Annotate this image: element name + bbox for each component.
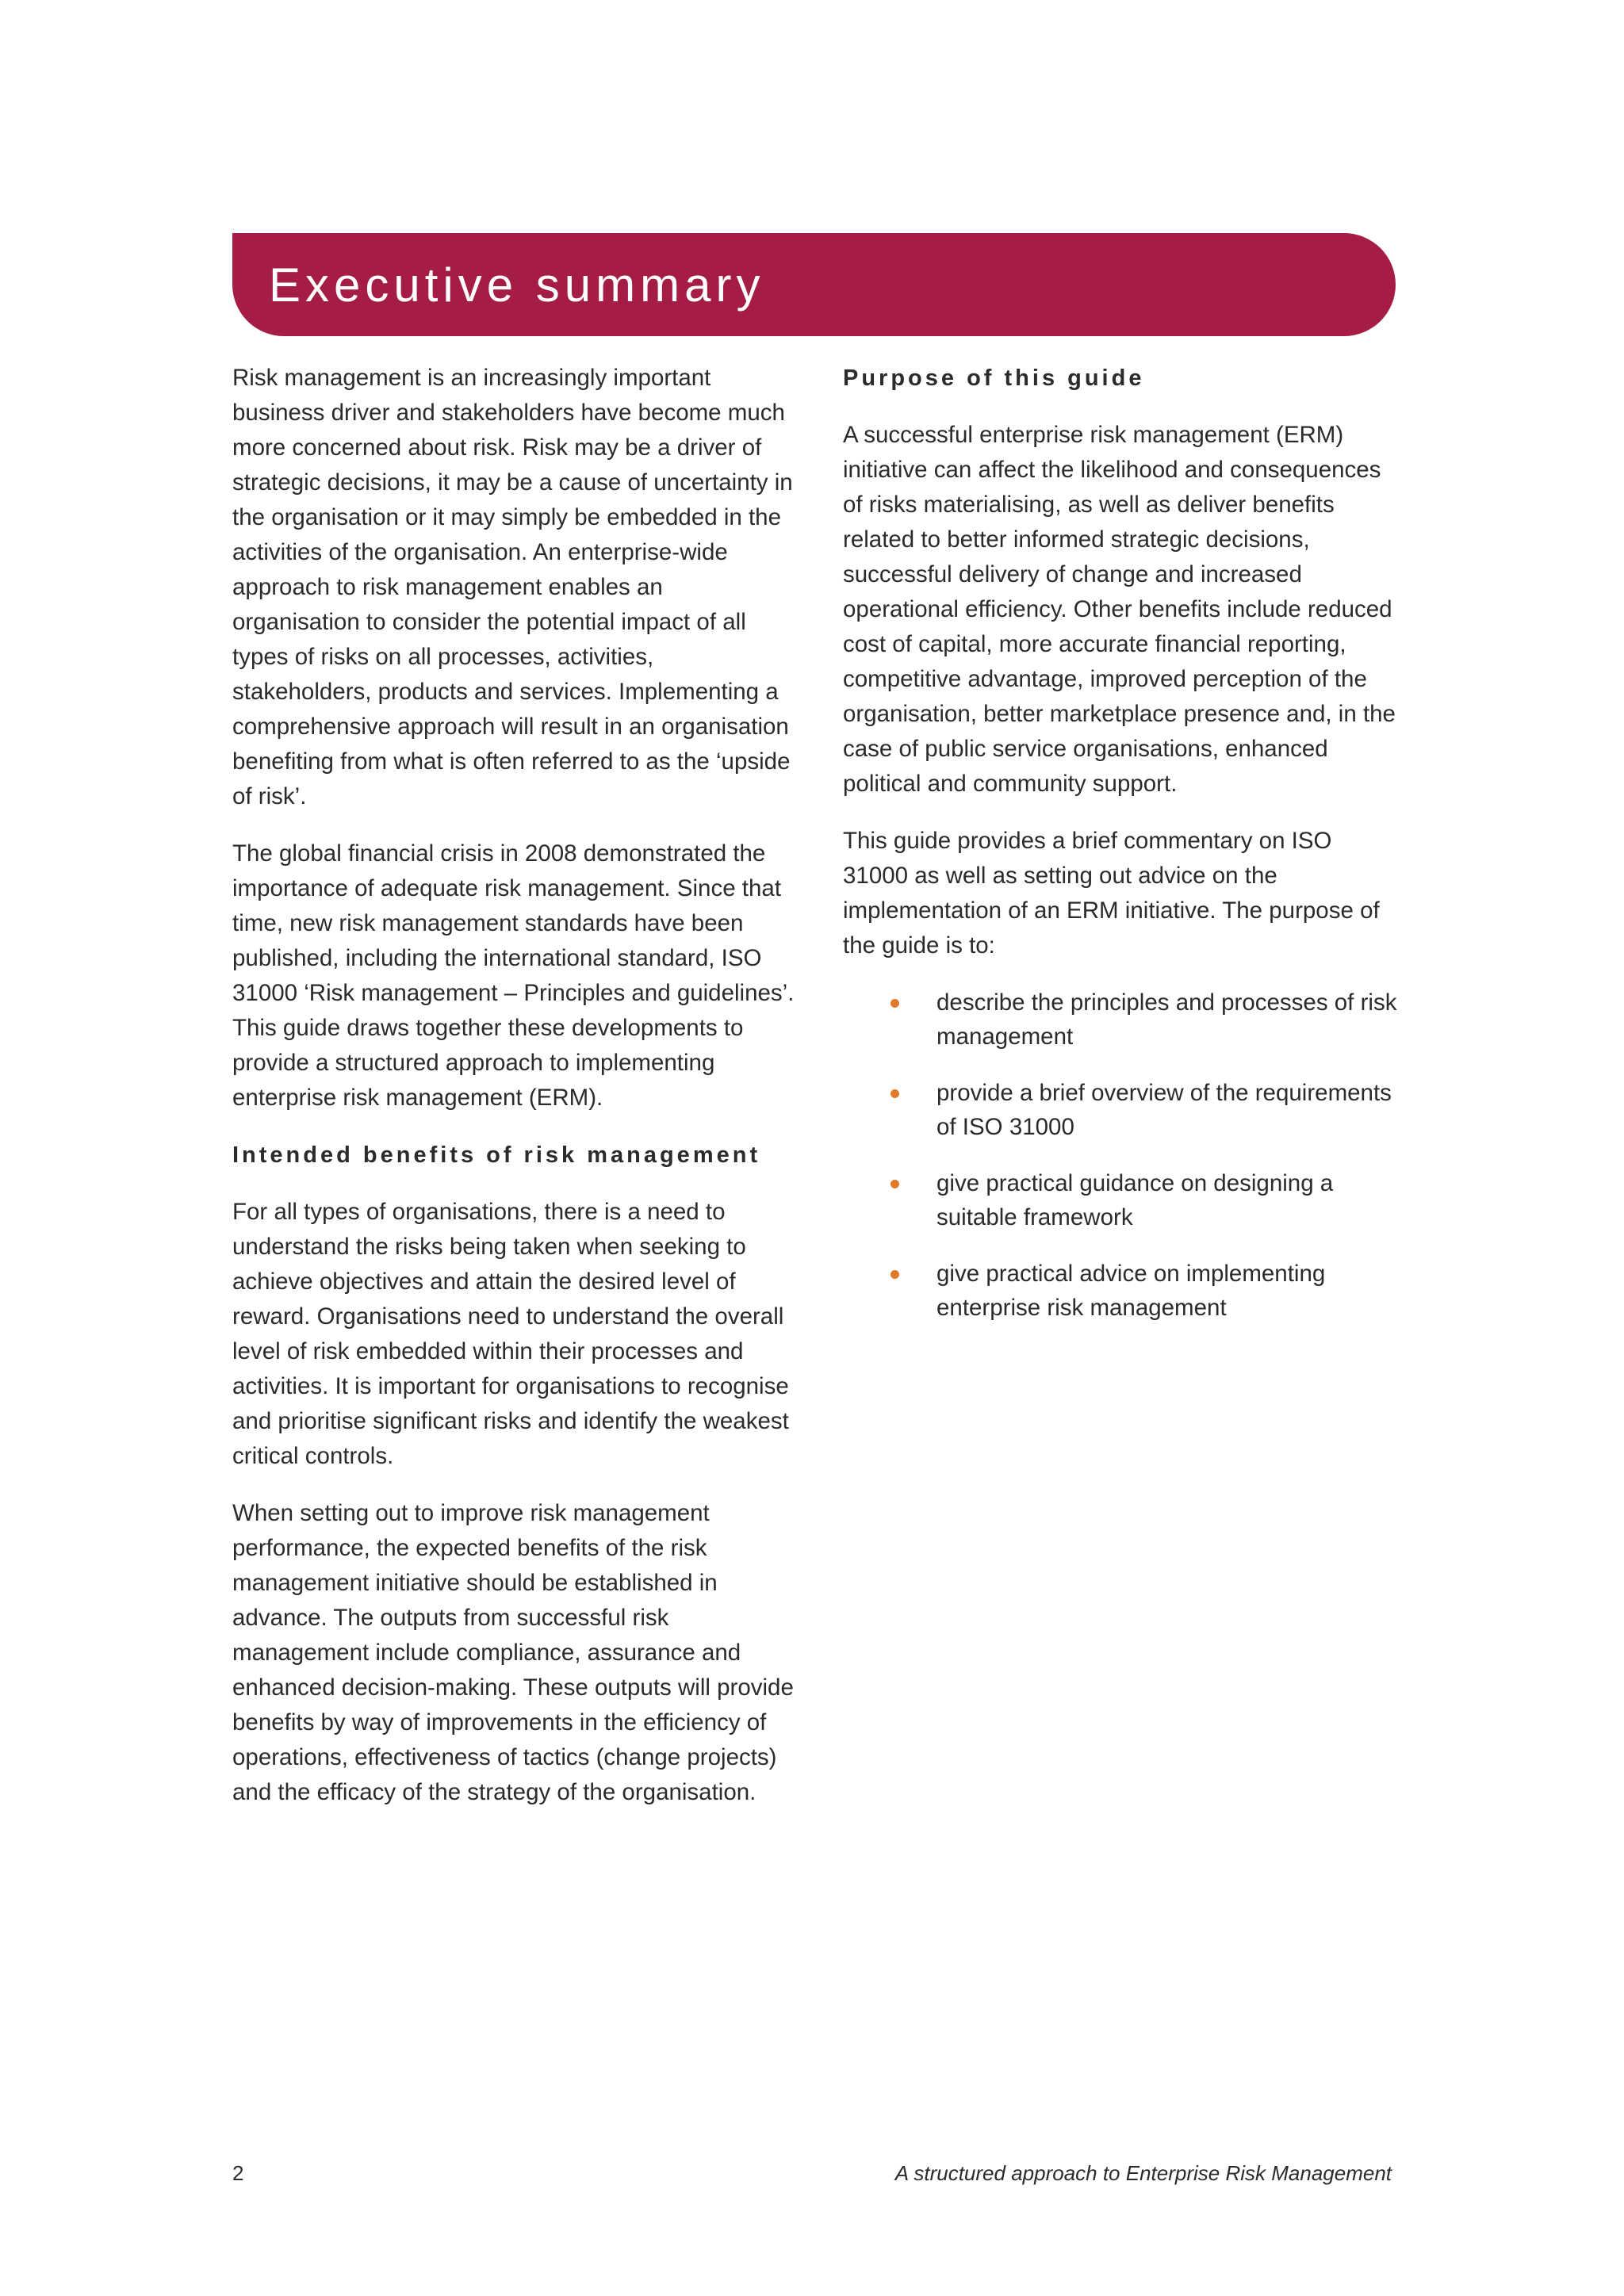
bullet-dot-icon (891, 1270, 899, 1279)
left-column (232, 361, 795, 1832)
paragraph: When setting out to improve risk management performance, the expected benefits of the risk management initiative should be established in advance. The outputs from successful risk management include compliance, assurance and enhanced decision-making. These outputs will provide benefits by way of improvements in the efficiency of operations, effectiveness of tactics (change projects) and the efficacy of the strategy of the organisation. (232, 1500, 794, 1805)
list-item (843, 1257, 1398, 1325)
running-title: A structured approach to Enterprise Risk Management (894, 2161, 1392, 2185)
paragraph: A successful enterprise risk management (ERM) initiative can affect the likelihood and consequences of risks materialising, as well as deliver benefits related to better informed strategic decisions, successful delivery of change and increased operational efficiency. Other benefits include reduced cost of capital, more accurate financial reporting, competitive advantage, improved perception of the organisation, better marketplace presence and, in the case of public service organisations, enhanced political and community support. (843, 422, 1396, 797)
bullet-dot-icon (891, 1180, 899, 1188)
list-item (843, 985, 1398, 1054)
page-title: Executive summary (269, 258, 765, 312)
section-heading-benefits: Intended benefits of risk management (232, 1142, 761, 1168)
page-number: 2 (232, 2161, 244, 2185)
list-item (843, 1166, 1398, 1234)
paragraph: The global financial crisis in 2008 demonstrated the importance of adequate risk management. Since that time, new risk management standards have been published, including the international standard, ISO 31000 ‘Risk management – Principles and guidelines’. This guide draws together these developments to provide a structured approach to implementing enterprise risk management (ERM). (232, 840, 795, 1111)
right-column (843, 361, 1398, 1347)
section-heading-purpose: Purpose of this guide (843, 365, 1145, 391)
list-item-text: give practical guidance on designing a suitable framework (936, 1170, 1334, 1230)
title-banner (232, 233, 1396, 336)
bullet-dot-icon (891, 999, 899, 1008)
list-item-text: provide a brief overview of the requirements of ISO 31000 (936, 1080, 1392, 1140)
paragraph: For all types of organisations, there is a need to understand the risks being taken when seeking to achieve objectives and attain the desired level of reward. Organisations need to understand the overall level of risk embedded within their processes and activities. It is important for organisations to recognise and prioritise significant risks and identify the weakest critical controls. (232, 1199, 789, 1469)
paragraph: This guide provides a brief commentary on ISO 31000 as well as setting out advice on the implementation of an ERM initiative. The purpose of the guide is to: (843, 828, 1380, 959)
list-item (843, 1076, 1398, 1144)
purpose-bullet-list (843, 985, 1398, 1325)
list-item-text: give practical advice on implementing enterprise risk management (936, 1261, 1326, 1321)
bullet-dot-icon (891, 1089, 899, 1098)
paragraph: Risk management is an increasingly important business driver and stakeholders have become much more concerned about risk. Risk may be a driver of strategic decisions, it may be a cause of uncertainty in the organisation or it may simply be embedded in the activities of the organisation. An enterprise-wide approach to risk management enables an organisation to consider the potential impact of all types of risks on all processes, activities, stakeholders, products and services. Implementing a comprehensive approach will result in an organisation benefiting from what is often referred to as the ‘upside of risk’. (232, 365, 793, 809)
list-item-text: describe the principles and processes of risk management (936, 989, 1397, 1050)
